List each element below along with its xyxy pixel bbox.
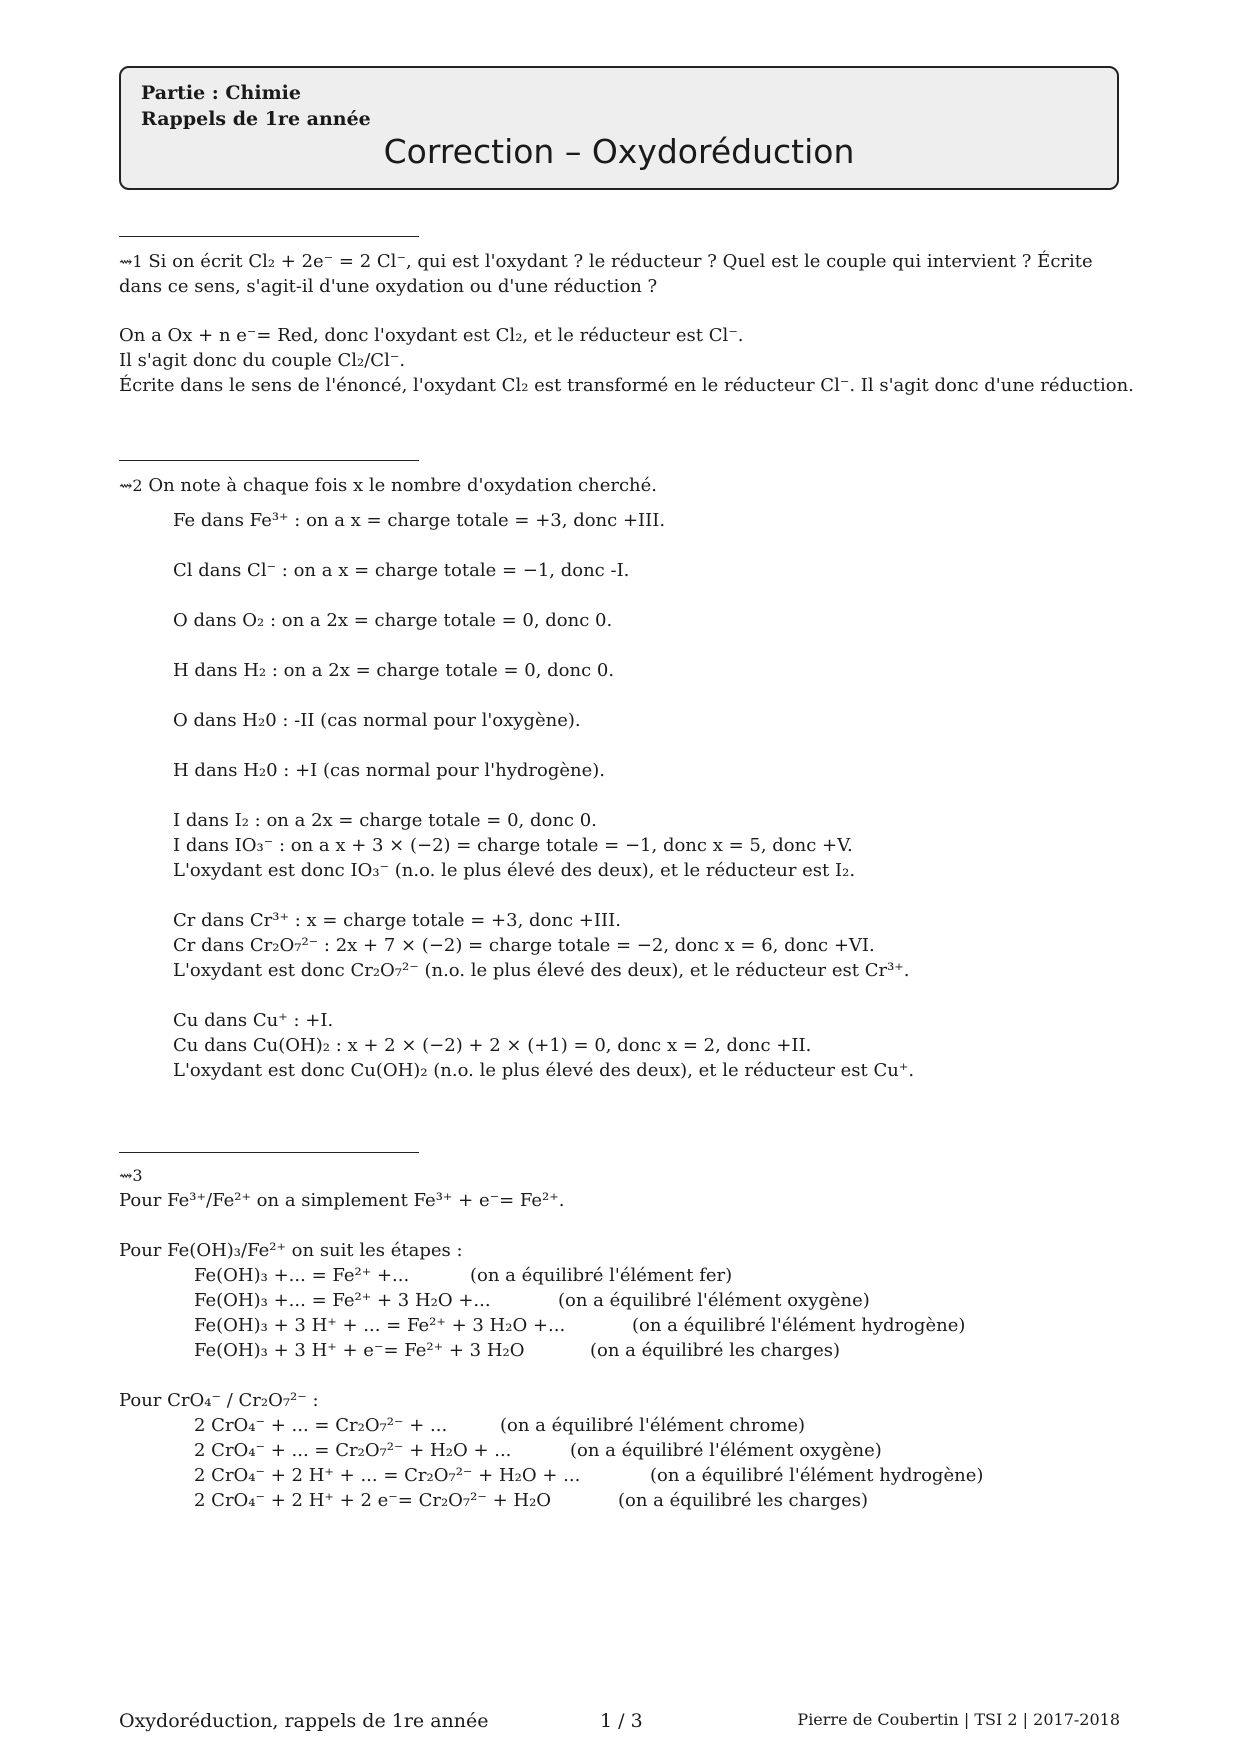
q1-answer-1: On a Ox + n e⁻= Red, donc l'oxydant est Cl₂, et le réducteur est Cl⁻.: [119, 325, 744, 346]
q2-marker: ⇝2: [119, 476, 143, 495]
q2-line: Cu dans Cu(OH)₂ : x + 2 × (−2) + 2 × (+1) = 0, donc x = 2, donc +II.: [173, 1035, 812, 1056]
q3-cro-step: 2 CrO₄⁻ + ... = Cr₂O₇²⁻ + H₂O + ... (on a équilibré l'élément oxygène): [194, 1440, 882, 1461]
q2-line: L'oxydant est donc Cu(OH)₂ (n.o. le plus élevé des deux), et le réducteur est Cu⁺.: [173, 1060, 915, 1081]
q3-feoh-intro: Pour Fe(OH)₃/Fe²⁺ on suit les étapes :: [119, 1240, 463, 1261]
q2-intro: ⇝2 On note à chaque fois x le nombre d'oxydation cherché.: [119, 475, 658, 496]
q1-answer-3: Écrite dans le sens de l'énoncé, l'oxydant Cl₂ est transformé en le réducteur Cl⁻. Il s'agit donc d'une réduction.: [119, 375, 1134, 396]
footer-left: Oxydoréduction, rappels de 1re année: [119, 1710, 489, 1732]
q2-line: H dans H₂ : on a 2x = charge totale = 0, donc 0.: [173, 660, 615, 681]
section-rule-3: [119, 1152, 419, 1153]
q3-feoh-step: Fe(OH)₃ +... = Fe²⁺ + 3 H₂O +... (on a équilibré l'élément oxygène): [194, 1290, 870, 1311]
q1-question-line2: dans ce sens, s'agit-il d'une oxydation ou d'une réduction ?: [119, 276, 658, 297]
q2-line: Cu dans Cu⁺ : +I.: [173, 1010, 334, 1031]
q3-fe-simple: Pour Fe³⁺/Fe²⁺ on a simplement Fe³⁺ + e⁻= Fe²⁺.: [119, 1190, 565, 1211]
q2-line: I dans I₂ : on a 2x = charge totale = 0, donc 0.: [173, 810, 597, 831]
q2-line: O dans H₂0 : -II (cas normal pour l'oxygène).: [173, 710, 581, 731]
q2-line: L'oxydant est donc Cr₂O₇²⁻ (n.o. le plus élevé des deux), et le réducteur est Cr³⁺.: [173, 960, 910, 981]
q2-line: L'oxydant est donc IO₃⁻ (n.o. le plus élevé des deux), et le réducteur est I₂.: [173, 860, 856, 881]
part-label: Partie : Chimie: [141, 82, 301, 104]
rappels-label: Rappels de 1re année: [141, 108, 371, 130]
q2-line: Cl dans Cl⁻ : on a x = charge totale = −1, donc -I.: [173, 560, 630, 581]
q3-cro-step: 2 CrO₄⁻ + 2 H⁺ + 2 e⁻= Cr₂O₇²⁻ + H₂O (on a équilibré les charges): [194, 1490, 868, 1511]
q3-feoh-step: Fe(OH)₃ + 3 H⁺ + e⁻= Fe²⁺ + 3 H₂O (on a équilibré les charges): [194, 1340, 840, 1361]
q2-line: Cr dans Cr³⁺ : x = charge totale = +3, donc +III.: [173, 910, 621, 931]
q3-feoh-step: Fe(OH)₃ + 3 H⁺ + ... = Fe²⁺ + 3 H₂O +... (on a équilibré l'élément hydrogène): [194, 1315, 966, 1336]
q2-line: Fe dans Fe³⁺ : on a x = charge totale = +3, donc +III.: [173, 510, 666, 531]
q2-line: O dans O₂ : on a 2x = charge totale = 0, donc 0.: [173, 610, 613, 631]
q3-marker: ⇝3: [119, 1166, 143, 1185]
q1-question-line1: ⇝1 Si on écrit Cl₂ + 2e⁻ = 2 Cl⁻, qui est l'oxydant ? le réducteur ? Quel est le couple qui intervient ? Écrite: [119, 251, 1093, 272]
page-title: Correction – Oxydoréduction: [383, 132, 855, 171]
q2-line: I dans IO₃⁻ : on a x + 3 × (−2) = charge totale = −1, donc x = 5, donc +V.: [173, 835, 853, 856]
header-box: [119, 66, 1119, 190]
footer-right: Pierre de Coubertin | TSI 2 | 2017-2018: [797, 1710, 1120, 1729]
q3-cro-intro: Pour CrO₄⁻ / Cr₂O₇²⁻ :: [119, 1390, 319, 1411]
q1-marker: ⇝1: [119, 252, 143, 271]
q3-feoh-step: Fe(OH)₃ +... = Fe²⁺ +... (on a équilibré l'élément fer): [194, 1265, 733, 1286]
section-rule-1: [119, 236, 419, 237]
q3-cro-step: 2 CrO₄⁻ + 2 H⁺ + ... = Cr₂O₇²⁻ + H₂O + ... (on a équilibré l'élément hydrogène): [194, 1465, 984, 1486]
section-rule-2: [119, 460, 419, 461]
q1-answer-2: Il s'agit donc du couple Cl₂/Cl⁻.: [119, 350, 406, 371]
page-number: 1 / 3: [600, 1710, 643, 1732]
q3-cro-step: 2 CrO₄⁻ + ... = Cr₂O₇²⁻ + ... (on a équilibré l'élément chrome): [194, 1415, 806, 1436]
q2-line: Cr dans Cr₂O₇²⁻ : 2x + 7 × (−2) = charge totale = −2, donc x = 6, donc +VI.: [173, 935, 875, 956]
q2-line: H dans H₂0 : +I (cas normal pour l'hydrogène).: [173, 760, 605, 781]
